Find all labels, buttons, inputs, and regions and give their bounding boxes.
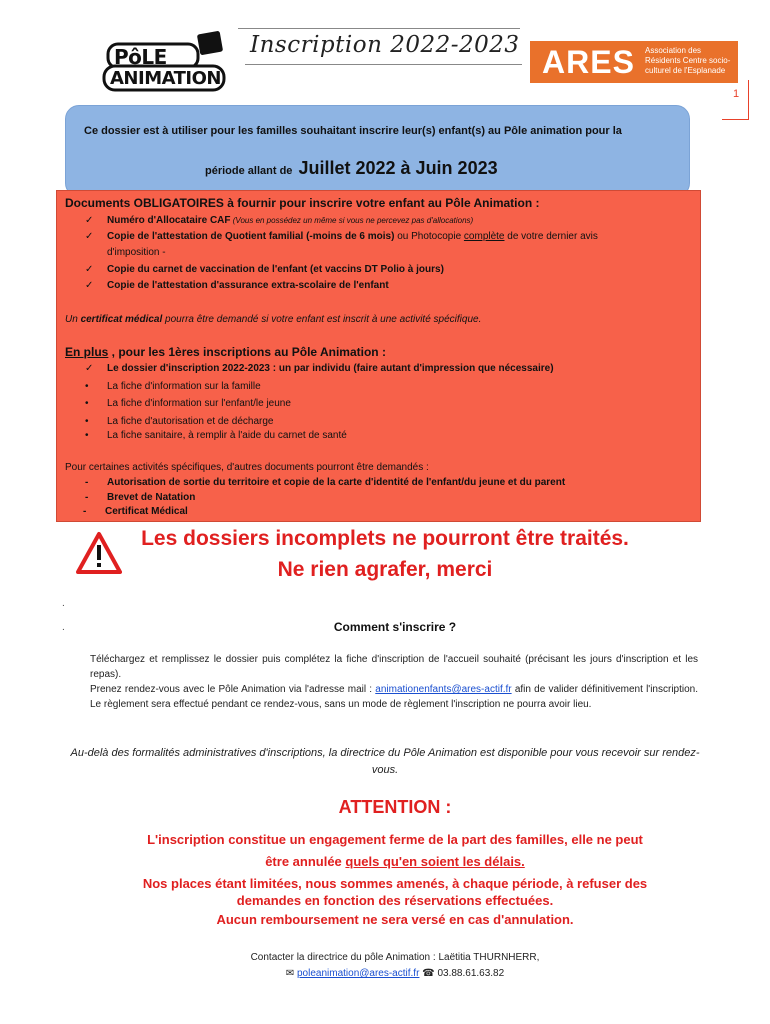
document-item: ✓ Copie du carnet de vaccination de l'enfant (et vaccins DT Polio à jours): [85, 264, 444, 275]
bullet-icon: •: [85, 398, 89, 409]
attention-line-2: être annulée quels qu'en soient les délais.: [265, 854, 525, 869]
attention-line-3: Nos places étant limitées, nous sommes amenés, à chaque période, à refuser des: [142, 876, 648, 891]
intro-period-prefix: période allant de: [205, 165, 293, 177]
contact-details: [0, 966, 770, 982]
specific-activity-item: - Brevet de Natation: [85, 492, 196, 503]
incomplete-files-warning: Les dossiers incomplets ne pourront être traités.: [141, 527, 629, 550]
specific-activity-item: - Autorisation de sortie du territoire et copie de la carte d'identité de l'enfant/du jeune et du parent: [85, 477, 566, 488]
intro-box: [65, 105, 690, 197]
checkmark-icon: ✓: [85, 231, 94, 242]
stray-dot: .: [62, 598, 65, 609]
document-item: ✓ Numéro d'Allocataire CAF (Vous en possédez un même si vous ne percevez pas d'allocations): [85, 215, 474, 226]
logo-text-pole: PôLE: [114, 45, 167, 69]
specific-activity-item: - Certificat Médical: [83, 506, 188, 517]
stray-dot: .: [62, 622, 65, 633]
bullet-icon: •: [85, 381, 89, 392]
phone-icon: ☎: [422, 968, 435, 979]
first-registration-heading: En plus , pour les 1ères inscriptions au Pôle Animation :: [65, 345, 386, 359]
attention-line-5: Aucun remboursement ne sera versé en cas d'annulation.: [216, 912, 574, 927]
phone-number: 03.88.61.63.82: [437, 968, 505, 979]
attention-heading: ATTENTION :: [338, 797, 452, 817]
ares-logo-subtitle: Association des Résidents Centre socio-culturel de l'Esplanade: [645, 46, 731, 75]
first-registration-item: • La fiche sanitaire, à remplir à l'aide du carnet de santé: [85, 430, 347, 441]
first-registration-item: • La fiche d'information sur l'enfant/le jeune: [85, 398, 291, 409]
intro-line-1: Ce dossier est à utiliser pour les familles souhaitant inscrire leur(s) enfant(s) au Pôle animation pour la: [84, 125, 622, 137]
envelope-icon: ✉: [285, 968, 295, 979]
intro-period-dates: Juillet 2022 à Juin 2023: [298, 158, 498, 178]
attention-line-1: L'inscription constitue un engagement ferme de la part des familles, elle ne peut: [147, 832, 643, 847]
title-top-rule: [238, 28, 520, 29]
bullet-icon: •: [85, 416, 89, 427]
animation-email-link[interactable]: animationenfants@ares-actif.fr: [375, 684, 512, 695]
specific-activities-intro: Pour certaines activités spécifiques, d'autres documents pourront être demandés :: [65, 462, 429, 473]
how-to-register-heading: Comment s'inscrire ?: [333, 620, 457, 634]
checkmark-icon: ✓: [85, 215, 94, 226]
page-number-rule-horizontal: [722, 119, 749, 120]
contact-line: Contacter la directrice du pôle Animation : Laëtitia THURNHERR,: [250, 952, 540, 963]
first-registration-item: ✓ Le dossier d'inscription 2022-2023 : un par individu (faire autant d'impression que nécessaire): [85, 363, 554, 374]
checkmark-icon: ✓: [85, 264, 94, 275]
documents-box: [56, 190, 701, 522]
intro-line-2: [205, 158, 498, 179]
documents-heading: Documents OBLIGATOIRES à fournir pour inscrire votre enfant au Pôle Animation :: [65, 196, 540, 210]
contact-block: [0, 950, 770, 982]
document-item-continued: d'imposition -: [107, 247, 166, 258]
how-paragraph-1: Téléchargez et remplissez le dossier puis complétez la fiche d'inscription de l'accueil souhaité (précisant les jours d'inscription et les repas).: [90, 654, 698, 680]
medical-certificate-note: Un certificat médical pourra être demandé si votre enfant est inscrit à une activité spécifique.: [65, 314, 482, 325]
ares-logo-word: ARES: [542, 44, 635, 80]
pole-animation-email-link[interactable]: poleanimation@ares-actif.fr: [296, 968, 420, 979]
title-bottom-rule: [245, 64, 522, 65]
ares-logo: [530, 41, 738, 83]
how-paragraph-2: Prenez rendez-vous avec le Pôle Animation via l'adresse mail : animationenfants@ares-actif.fr afin de valider définitivement l'inscription. Le règlement sera effectué pendant ce rendez-vous, sans un mode de règlement l'inscription ne pourra avoir lieu.: [90, 684, 698, 710]
page-title: Inscription 2022-2023: [250, 32, 520, 58]
logo-text-animation: ANIMATION: [110, 68, 221, 89]
document-item: ✓ Copie de l'attestation d'assurance extra-scolaire de l'enfant: [85, 280, 389, 291]
no-stapling-warning: Ne rien agrafer, merci: [277, 558, 493, 581]
pole-animation-logo: [100, 30, 228, 92]
document-item: ✓ Copie de l'attestation de Quotient familial (-moins de 6 mois) ou Photocopie complète de votre dernier avis: [85, 231, 598, 242]
first-registration-item: • La fiche d'autorisation et de décharge: [85, 416, 274, 427]
page-number: 1: [732, 88, 740, 100]
checkmark-icon: ✓: [85, 280, 94, 291]
page-number-rule-vertical: [748, 80, 749, 120]
bullet-icon: •: [85, 430, 89, 441]
attention-line-4: demandes en fonction des réservations effectuées.: [236, 893, 554, 908]
first-registration-item: • La fiche d'information sur la famille: [85, 381, 261, 392]
checkmark-icon: ✓: [85, 363, 94, 374]
director-availability-note: Au-delà des formalités administratives d'inscriptions, la directrice du Pôle Animation est disponible pour vous recevoir sur rendez-vous.: [70, 747, 700, 776]
